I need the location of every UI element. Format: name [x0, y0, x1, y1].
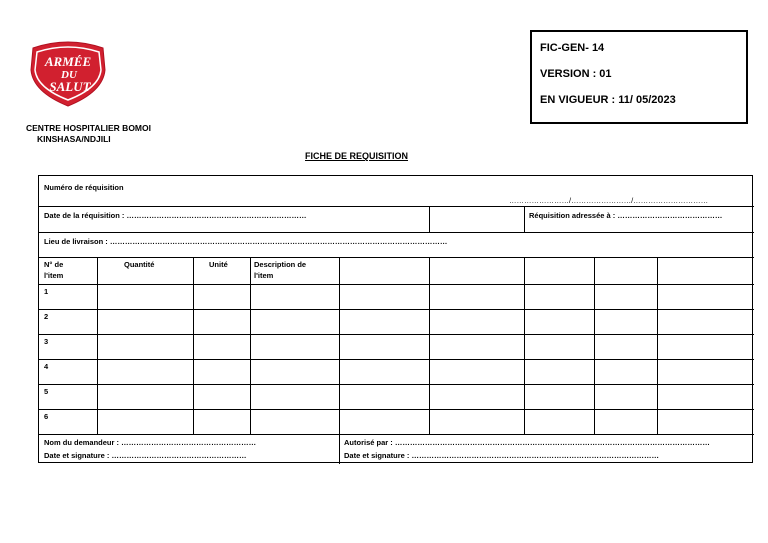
- numero-value[interactable]: ……………………/……………………/…………………………: [509, 196, 709, 205]
- row-number-4: 4: [44, 362, 49, 371]
- date-requisition-label[interactable]: Date de la réquisition : ………………………………………………………………: [44, 211, 307, 220]
- col-header-unite: Unité: [209, 260, 228, 269]
- row-number-3: 3: [44, 337, 49, 346]
- requisition-form: [38, 175, 753, 463]
- col-header-description-line2: l'item: [254, 271, 274, 280]
- row-number-2: 2: [44, 312, 49, 321]
- org-name: CENTRE HOSPITALIER BOMOI: [26, 123, 151, 133]
- org-location: KINSHASA/NDJILI: [37, 134, 111, 144]
- logo-text-line2: DU: [61, 69, 77, 81]
- row-number-6: 6: [44, 412, 49, 421]
- armee-du-salut-logo: [25, 40, 111, 108]
- row-number-1: 1: [44, 287, 49, 296]
- autorise-label[interactable]: Autorisé par : ………………………………………………………………………………………………………………: [344, 438, 710, 447]
- numero-label: Numéro de réquisition: [44, 183, 124, 192]
- form-version: VERSION : 01: [540, 68, 612, 80]
- col-header-item-line2: l'item: [44, 271, 64, 280]
- logo-text-line3: SALUT: [49, 79, 91, 94]
- col-header-quantite: Quantité: [124, 260, 155, 269]
- demandeur-label[interactable]: Nom du demandeur : ………………………………………………: [44, 438, 257, 447]
- lieu-livraison-label[interactable]: Lieu de livraison : ………………………………………………………………………………………………………………………: [44, 237, 448, 246]
- col-header-item-line1: N° de: [44, 260, 64, 269]
- form-code: FIC-GEN- 14: [540, 42, 605, 54]
- col-header-description-line1: Description de: [254, 260, 307, 269]
- autorise-signature-label[interactable]: Date et signature : ………………………………………………………………………………………: [344, 451, 660, 460]
- page-title: FICHE DE REQUISITION: [305, 151, 409, 161]
- logo-text-line1: ARMÉE: [44, 54, 92, 69]
- form-effective-date: EN VIGUEUR : 11/ 05/2023: [540, 94, 676, 106]
- reference-box: [530, 30, 748, 124]
- requisition-adressee-label[interactable]: Réquisition adressée à : ……………………………………: [529, 211, 723, 220]
- row-number-5: 5: [44, 387, 49, 396]
- demandeur-signature-label[interactable]: Date et signature : ………………………………………………: [44, 451, 247, 460]
